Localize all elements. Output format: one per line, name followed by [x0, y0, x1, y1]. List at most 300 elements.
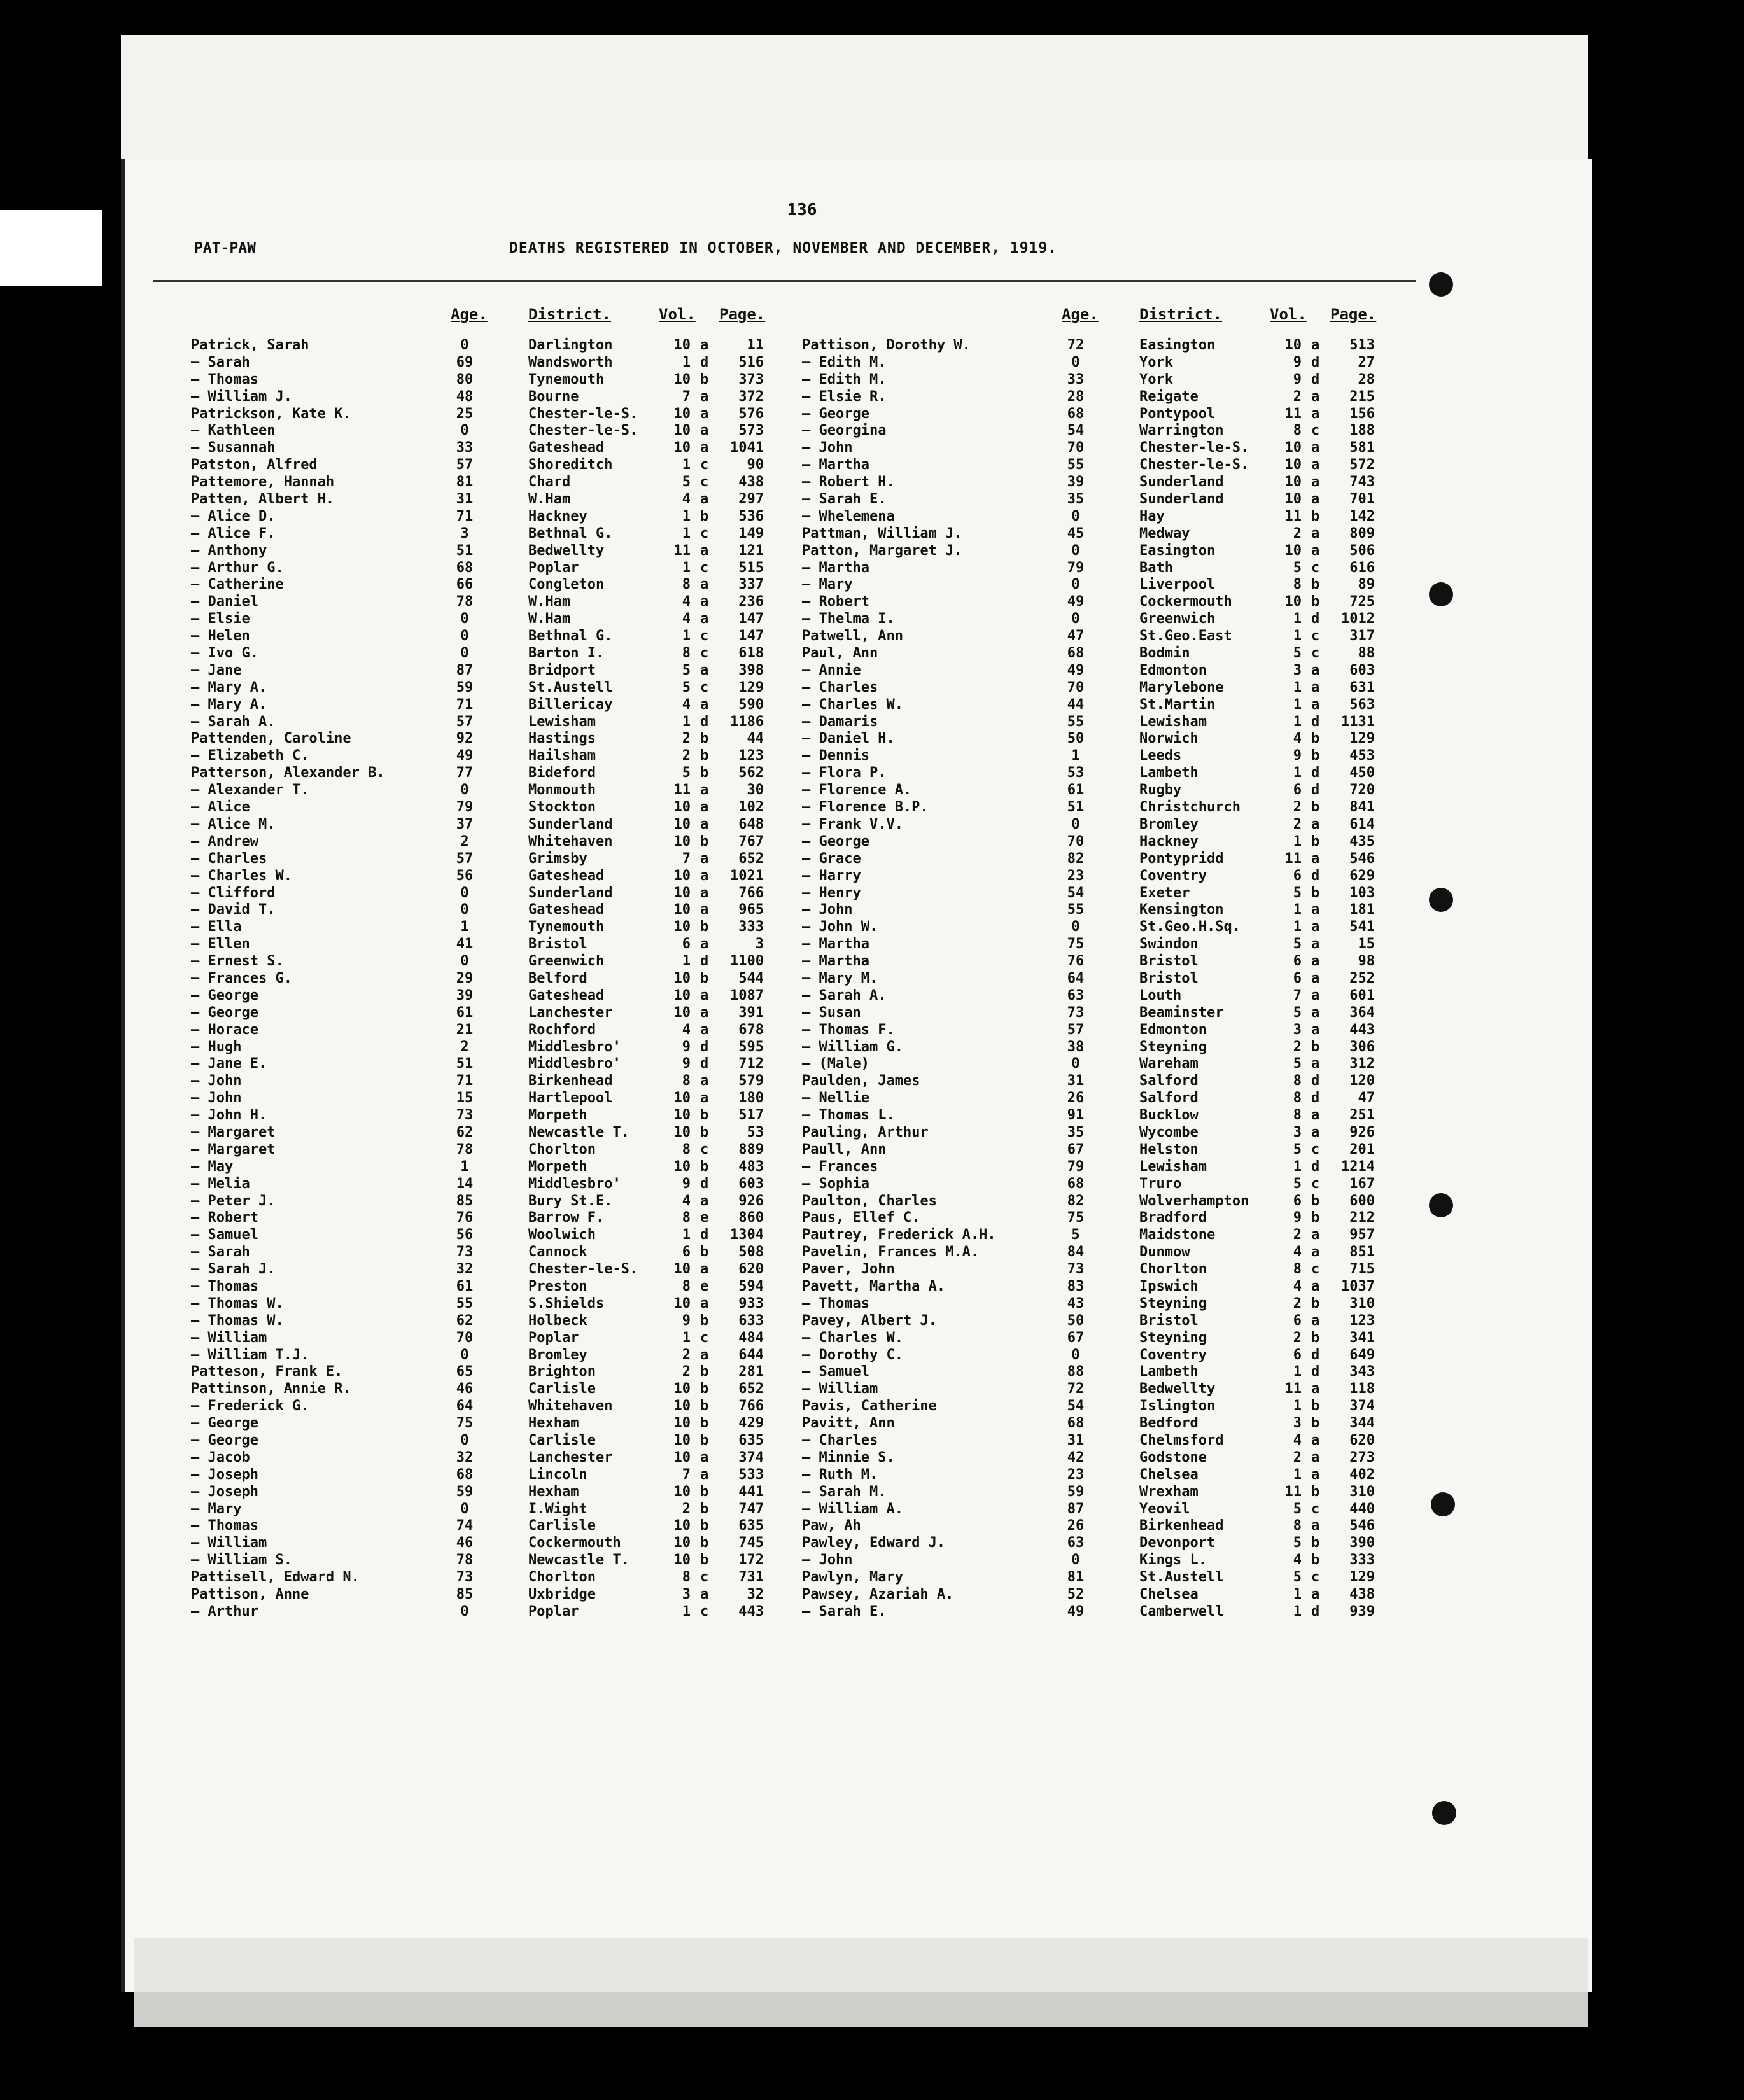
entry-name: Paul, Ann [802, 645, 878, 662]
entry-name: — Frances [802, 1158, 878, 1175]
table-row [191, 1124, 802, 1142]
table-row [191, 389, 802, 406]
entry-page: 121 [738, 542, 764, 559]
table-row [191, 662, 802, 680]
table-row [191, 782, 802, 799]
table-row [802, 748, 1413, 765]
entry-volume: 1 [682, 1329, 691, 1346]
entry-name: — William T.J. [191, 1347, 309, 1363]
entry-name: Paver, John [802, 1261, 895, 1278]
entry-name: Paull, Ann [802, 1141, 887, 1158]
entry-district: Chorlton [1139, 1261, 1207, 1278]
entry-age: 59 [1067, 1483, 1085, 1500]
entry-volume-part: d [1311, 1073, 1320, 1089]
table-row [802, 372, 1413, 389]
entry-district: Godstone [1139, 1449, 1207, 1466]
table-row [191, 354, 802, 372]
binder-hole-icon [1432, 1801, 1456, 1825]
entry-page: 889 [738, 1141, 764, 1158]
entry-volume: 8 [682, 1073, 691, 1089]
entry-page: 120 [1349, 1073, 1375, 1089]
entry-district: W.Ham [528, 491, 571, 508]
entry-name: — Charles [802, 679, 878, 696]
table-row [191, 1330, 802, 1347]
entry-district: Belford [528, 970, 587, 986]
entry-district: Monmouth [528, 782, 596, 799]
entry-volume-part: a [1311, 1107, 1320, 1124]
entry-volume-part: c [700, 645, 709, 662]
entry-district: Brighton [528, 1364, 596, 1380]
entry-district: Pontypool [1139, 405, 1216, 422]
entry-volume-part: a [1311, 1466, 1320, 1483]
entry-name: — Flora P. [802, 765, 887, 781]
binder-hole-icon [1429, 272, 1453, 297]
entry-volume-part: a [1311, 970, 1320, 986]
entry-volume: 1 [1293, 919, 1302, 935]
entry-name: Patterson, Alexander B. [191, 765, 385, 781]
entry-age: 70 [1067, 679, 1085, 696]
entry-name: — Georgina [802, 423, 887, 439]
entry-volume: 2 [1293, 816, 1302, 832]
entry-age: 78 [456, 1141, 474, 1158]
entry-volume-part: b [700, 731, 709, 747]
entry-page: 142 [1349, 508, 1375, 524]
entry-volume: 11 [1284, 405, 1302, 422]
table-row [802, 1005, 1413, 1022]
entry-volume: 9 [1293, 371, 1302, 388]
entry-age: 0 [460, 423, 469, 439]
entry-page: 251 [1349, 1107, 1375, 1124]
entry-district: Gateshead [528, 867, 605, 884]
entry-name: — Sarah M. [802, 1483, 887, 1500]
entry-district: Chard [528, 474, 571, 491]
entry-page: 614 [1349, 816, 1375, 832]
entry-district: Morpeth [528, 1107, 587, 1124]
entry-page: 633 [738, 1312, 764, 1329]
entry-page: 215 [1349, 388, 1375, 405]
entry-volume: 5 [1293, 1175, 1302, 1192]
entry-age: 33 [1067, 371, 1085, 388]
table-row [191, 457, 802, 474]
table-row [802, 1210, 1413, 1227]
entry-volume-part: d [1311, 782, 1320, 799]
entry-volume-part: d [1311, 867, 1320, 884]
entry-name: — John H. [191, 1107, 267, 1124]
table-row [191, 628, 802, 645]
entry-age: 87 [1067, 1501, 1085, 1517]
entry-district: Carlisle [528, 1518, 596, 1534]
entry-volume: 6 [1293, 1193, 1302, 1209]
entry-volume-part: a [1311, 388, 1320, 405]
entry-volume-part: a [1311, 1227, 1320, 1243]
entry-page: 579 [738, 1073, 764, 1089]
entry-name: — David T. [191, 902, 276, 918]
entry-volume: 8 [1293, 577, 1302, 593]
table-row [191, 834, 802, 851]
entry-name: — Edith M. [802, 354, 887, 370]
entry-volume: 7 [682, 388, 691, 405]
entry-district: Leeds [1139, 748, 1182, 764]
entry-volume: 1 [682, 953, 691, 970]
entry-district: Darlington [528, 337, 613, 353]
entry-volume-part: d [1311, 1364, 1320, 1380]
entry-age: 23 [1067, 867, 1085, 884]
entry-volume-part: a [1311, 542, 1320, 559]
entry-district: Norwich [1139, 731, 1199, 747]
entry-volume: 9 [1293, 354, 1302, 370]
entry-page: 310 [1349, 1483, 1375, 1500]
table-row [802, 919, 1413, 936]
entry-volume: 10 [673, 1107, 691, 1124]
entry-age: 39 [456, 987, 474, 1004]
entry-volume: 5 [1293, 559, 1302, 576]
entry-volume: 4 [682, 696, 691, 713]
entry-age: 49 [1067, 594, 1085, 610]
entry-age: 72 [1067, 337, 1085, 353]
entry-volume: 6 [1293, 953, 1302, 970]
entry-age: 0 [1071, 611, 1080, 627]
entry-district: Chorlton [528, 1141, 596, 1158]
entry-volume: 1 [682, 525, 691, 542]
entry-name: Pawsey, Azariah A. [802, 1586, 954, 1603]
entry-page: 102 [738, 799, 764, 816]
entry-volume: 11 [1284, 1381, 1302, 1397]
entry-name: — Helen [191, 628, 250, 645]
entry-volume: 8 [682, 1278, 691, 1294]
entry-age: 55 [456, 1295, 474, 1312]
entry-age: 0 [1071, 508, 1080, 524]
entry-district: Ipswich [1139, 1278, 1199, 1294]
entry-page: 103 [1349, 885, 1375, 901]
entry-age: 57 [1067, 1021, 1085, 1038]
entry-volume-part: b [700, 765, 709, 781]
entry-page: 123 [1349, 1312, 1375, 1329]
table-row [191, 919, 802, 936]
entry-district: Chester-le-S. [1139, 457, 1249, 473]
entry-name: — Robert [802, 594, 869, 610]
entry-page: 484 [738, 1329, 764, 1346]
entry-volume: 1 [682, 354, 691, 370]
entry-page: 635 [738, 1518, 764, 1534]
entry-volume-part: a [1311, 936, 1320, 953]
table-row [191, 1364, 802, 1381]
entry-age: 87 [456, 662, 474, 678]
table-row [191, 560, 802, 577]
entry-name: Patteson, Frank E. [191, 1364, 343, 1380]
entry-volume-part: b [1311, 1329, 1320, 1346]
table-row [802, 1056, 1413, 1073]
entry-volume: 8 [682, 645, 691, 662]
entry-volume-part: a [700, 542, 709, 559]
entry-name: — Charles [802, 1432, 878, 1448]
entry-page: 372 [738, 388, 764, 405]
entry-name: — Frances G. [191, 970, 292, 986]
entry-page: 435 [1349, 833, 1375, 850]
entry-age: 0 [460, 885, 469, 901]
entry-district: Greenwich [528, 953, 605, 970]
entry-name: Paw, Ah [802, 1518, 861, 1534]
entry-volume: 5 [682, 474, 691, 491]
entry-name: — Henry [802, 885, 861, 901]
table-row [191, 988, 802, 1005]
entry-age: 71 [456, 508, 474, 524]
entry-volume: 7 [1293, 987, 1302, 1004]
entry-age: 70 [1067, 440, 1085, 456]
table-row [191, 645, 802, 662]
entry-age: 55 [1067, 457, 1085, 473]
binder-hole-icon [1429, 888, 1453, 912]
entry-volume: 3 [682, 1586, 691, 1603]
entry-page: 343 [1349, 1364, 1375, 1380]
entry-age: 73 [456, 1244, 474, 1261]
entry-page: 533 [738, 1466, 764, 1483]
entry-name: — Edith M. [802, 371, 887, 388]
entry-district: Coventry [1139, 867, 1207, 884]
entry-page: 32 [747, 1586, 764, 1603]
entry-district: Congleton [528, 577, 605, 593]
entry-page: 341 [1349, 1329, 1375, 1346]
entry-volume: 10 [673, 405, 691, 422]
entry-volume: 1 [1293, 611, 1302, 627]
entry-volume-part: b [1311, 1210, 1320, 1226]
entry-district: Medway [1139, 525, 1190, 542]
entry-volume-part: a [700, 782, 709, 799]
entry-page: 333 [738, 919, 764, 935]
entry-age: 21 [456, 1021, 474, 1038]
entry-page: 1021 [730, 867, 764, 884]
entry-district: Kensington [1139, 902, 1224, 918]
entry-volume: 10 [673, 337, 691, 353]
table-row [802, 611, 1413, 628]
entry-age: 54 [1067, 1398, 1085, 1415]
entry-volume: 11 [673, 542, 691, 559]
entry-name: — Alice M. [191, 816, 276, 832]
entry-age: 64 [1067, 970, 1085, 986]
entry-volume-part: a [1311, 679, 1320, 696]
entry-age: 31 [456, 491, 474, 508]
entry-district: St.Austell [1139, 1569, 1224, 1586]
table-row [802, 491, 1413, 508]
entry-name: — John [191, 1090, 242, 1107]
entry-volume-part: a [1311, 1518, 1320, 1534]
entry-volume-part: c [700, 1141, 709, 1158]
entry-volume-part: b [1311, 1535, 1320, 1551]
entry-age: 68 [1067, 1175, 1085, 1192]
entry-district: Exeter [1139, 885, 1190, 901]
entry-district: Chelmsford [1139, 1432, 1224, 1448]
entry-name: — Martha [802, 457, 869, 473]
entry-name: — Catherine [191, 577, 284, 593]
entry-district: Wandsworth [528, 354, 613, 370]
entry-district: Tynemouth [528, 919, 605, 935]
entry-district: Poplar [528, 1603, 579, 1620]
entry-age: 76 [1067, 953, 1085, 970]
entry-volume-part: b [700, 508, 709, 524]
entry-district: Sunderland [1139, 474, 1224, 491]
entry-page: 236 [738, 594, 764, 610]
entry-name: — Andrew [191, 833, 258, 850]
entry-age: 62 [456, 1312, 474, 1329]
entry-district: Pontypridd [1139, 850, 1224, 867]
entry-name: Pavelin, Frances M.A. [802, 1244, 980, 1261]
entry-volume-part: b [700, 1158, 709, 1175]
entry-age: 77 [456, 765, 474, 781]
entry-name: — Hugh [191, 1039, 242, 1055]
entry-volume: 6 [1293, 970, 1302, 986]
entry-name: Patrick, Sarah [191, 337, 309, 353]
entry-page: 594 [738, 1278, 764, 1294]
entry-district: Helston [1139, 1141, 1199, 1158]
entry-page: 47 [1358, 1090, 1375, 1107]
entry-volume: 4 [1293, 1552, 1302, 1569]
entry-volume-part: b [700, 1535, 709, 1551]
table-row [191, 423, 802, 440]
entry-volume-part: d [1311, 371, 1320, 388]
entry-name: — Ella [191, 919, 242, 935]
next-page-edge [134, 1938, 1588, 2027]
age-header: Age. [1062, 305, 1099, 323]
entry-page: 809 [1349, 525, 1375, 542]
entry-age: 50 [1067, 731, 1085, 747]
entry-district: Barrow F. [528, 1210, 605, 1226]
entry-name: — Alexander T. [191, 782, 309, 799]
table-row [802, 440, 1413, 457]
table-row [191, 543, 802, 560]
entry-district: Uxbridge [528, 1586, 596, 1603]
table-row [191, 1347, 802, 1364]
entry-age: 0 [460, 1603, 469, 1620]
district-header: District. [1139, 305, 1223, 323]
entry-age: 35 [1067, 1124, 1085, 1140]
entry-name: Patton, Margaret J. [802, 542, 962, 559]
entry-volume-part: b [1311, 748, 1320, 764]
entry-volume: 11 [1284, 508, 1302, 524]
entry-name: Paus, Ellef C. [802, 1210, 920, 1226]
table-row [191, 970, 802, 988]
entry-volume-part: c [1311, 1569, 1320, 1586]
entry-page: 88 [1358, 645, 1375, 662]
entry-volume: 2 [1293, 1227, 1302, 1243]
entry-volume: 1 [1293, 833, 1302, 850]
entry-volume-part: c [700, 474, 709, 491]
table-row [191, 1244, 802, 1261]
entry-district: Lanchester [528, 1449, 613, 1466]
entry-volume-part: d [1311, 765, 1320, 781]
table-row [802, 1484, 1413, 1501]
entry-volume-part: a [1311, 1124, 1320, 1140]
entry-volume-part: c [1311, 628, 1320, 645]
entry-district: Bideford [528, 765, 596, 781]
entry-age: 1 [460, 1158, 469, 1175]
table-row [191, 1484, 802, 1501]
entry-volume: 10 [1284, 542, 1302, 559]
table-row [191, 1535, 802, 1552]
entry-age: 62 [456, 1124, 474, 1140]
entry-district: Bromley [528, 1347, 587, 1363]
entry-page: 860 [738, 1210, 764, 1226]
entry-name: — Ernest S. [191, 953, 284, 970]
entry-volume-part: a [700, 936, 709, 953]
entry-name: Pavey, Albert J. [802, 1312, 937, 1329]
table-row [802, 1364, 1413, 1381]
table-row [191, 816, 802, 834]
table-row [802, 731, 1413, 748]
table-row [802, 1039, 1413, 1056]
entry-page: 306 [1349, 1039, 1375, 1055]
entry-district: Middlesbro' [528, 1039, 621, 1055]
entry-district: Lewisham [1139, 713, 1207, 730]
entry-district: I.Wight [528, 1501, 587, 1517]
entry-age: 23 [1067, 1466, 1085, 1483]
entry-name: — John [802, 1552, 853, 1569]
entry-age: 73 [1067, 1261, 1085, 1278]
entry-age: 15 [456, 1090, 474, 1107]
entry-volume-part: c [1311, 1175, 1320, 1192]
entry-volume-part: b [1311, 833, 1320, 850]
table-row [802, 526, 1413, 543]
entry-name: — Thomas [191, 1518, 258, 1534]
table-row [191, 697, 802, 714]
entry-name: — Martha [802, 936, 869, 953]
entry-volume: 4 [682, 491, 691, 508]
entry-name: — Whelemena [802, 508, 895, 524]
table-row [802, 1244, 1413, 1261]
entry-district: Bethnal G. [528, 628, 613, 645]
entry-page: 129 [1349, 731, 1375, 747]
entry-volume-part: b [700, 833, 709, 850]
entry-page: 1131 [1341, 713, 1375, 730]
entry-age: 0 [1071, 542, 1080, 559]
table-row [191, 1604, 802, 1621]
entry-volume-part: a [1311, 1278, 1320, 1294]
entry-age: 26 [1067, 1518, 1085, 1534]
entry-volume: 1 [1293, 713, 1302, 730]
entry-volume: 1 [1293, 696, 1302, 713]
entry-district: Bromley [1139, 816, 1199, 832]
entry-age: 31 [1067, 1073, 1085, 1089]
entry-name: — Sarah E. [802, 491, 887, 508]
entry-page: 600 [1349, 1193, 1375, 1209]
entry-page: 573 [738, 423, 764, 439]
entry-volume-part: d [1311, 354, 1320, 370]
table-row [191, 1569, 802, 1586]
entry-page: 515 [738, 559, 764, 576]
entry-district: Newcastle T. [528, 1124, 629, 1140]
entry-volume: 6 [682, 1244, 691, 1261]
entry-volume-part: a [700, 423, 709, 439]
entry-name: — Annie [802, 662, 861, 678]
entry-district: Bristol [1139, 970, 1199, 986]
entry-name: — William J. [191, 388, 292, 405]
section-range: PAT-PAW [194, 240, 256, 256]
entry-age: 41 [456, 936, 474, 953]
table-row [802, 1142, 1413, 1159]
entry-age: 0 [1071, 919, 1080, 935]
entry-age: 70 [1067, 833, 1085, 850]
entry-age: 0 [460, 337, 469, 353]
entry-volume-part: d [1311, 1603, 1320, 1620]
entry-page: 1012 [1341, 611, 1375, 627]
entry-name: — Harry [802, 867, 861, 884]
entry-name: — Jane [191, 662, 242, 678]
entry-volume-part: b [1311, 1398, 1320, 1415]
entry-volume-part: a [700, 611, 709, 627]
entry-volume-part: c [1311, 1261, 1320, 1278]
entry-volume: 2 [682, 1364, 691, 1380]
entry-district: Christchurch [1139, 799, 1241, 816]
table-row [191, 902, 802, 919]
entry-age: 55 [1067, 713, 1085, 730]
